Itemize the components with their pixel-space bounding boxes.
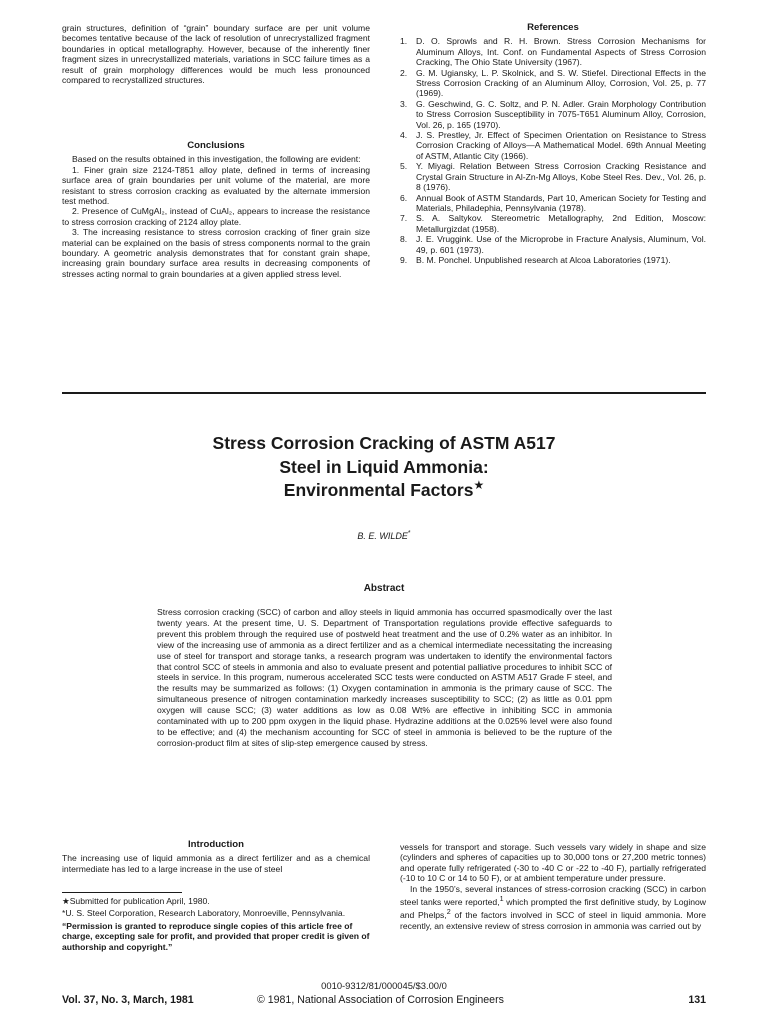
reference-item [400,255,706,265]
reference-text: S. A. Saltykov. Stereometric Metallography, 2nd Edition, Moscow: Metallurgizdat (1958). [416,213,706,234]
reference-text: J. E. Vruggink. Use of the Microprobe in Fracture Analysis, Aluminum, Vol. 49, p. 601 (1973). [416,234,706,255]
volume-info: Vol. 37, No. 3, March, 1981 [62,994,194,1006]
conclusions-section [62,141,370,279]
footnotes [62,892,370,954]
reference-number: 9. [400,254,408,265]
reference-number: 5. [400,161,408,172]
author-name: B. E. WILDE [357,531,408,541]
references-section [400,23,706,265]
title-line-1: Stress Corrosion Cracking of ASTM A517 [212,433,556,453]
conclusion-item-3: 3. The increasing resistance to stress corrosion cracking of finer grain size material can be explained on the basis of stress components normal to the grain boundary. A geometric analysis demonstrates that for constant grain shape, increasing grain boundary surface area results in decreasing components of stresses acting normal to grain boundaries at a given applied stress level. [62,227,370,279]
introduction-text: The increasing use of liquid ammonia as a direct fertilizer and as a chemical intermediate has led to a large increase in the use of steel [62,853,370,874]
reference-number: 1. [400,36,408,47]
page-number: 131 [688,994,706,1006]
reference-number: 2. [400,67,408,78]
reference-item [400,161,706,192]
top-left-paragraph [62,23,370,85]
title-footnote-mark: ★ [473,478,485,493]
footnote-submitted: ★Submitted for publication April, 1980. [62,896,210,906]
reference-text: D. O. Sprowls and R. H. Brown. Stress Corrosion Mechanisms for Aluminum Alloys, Int. Conf. on Fundamental Aspects of Stress Corrosion Cracking, The Ohio State University (1967). [416,36,706,68]
reference-number: 3. [400,98,408,109]
citation-1: 1 [499,895,504,904]
introduction-heading: Introduction [188,839,244,850]
author-byline [200,530,568,541]
title-line-3-text: Environmental Factors [283,480,474,500]
footnote-rule [62,892,182,893]
conclusion-item-1: 1. Finer grain size 2124-T851 alloy plate, defined in terms of increasing surface area of grain boundaries per unit volume of the material, are more resistant to stress corrosion cracking as evaluated by the alternate immersion test method. [62,164,370,207]
issn-code: 0010-9312/81/000045/$3.00/0 [321,980,447,991]
permission-notice: “Permission is granted to reproduce single copies of this article free of charge, excepting sale for profit, and provided that proper credit is given of authorship and copyright.” [62,920,370,952]
author-footnote-mark: * [407,530,411,537]
history-paragraph [400,884,706,931]
reference-item [400,99,706,130]
reference-number: 8. [400,234,408,245]
reference-number: 7. [400,213,408,224]
abstract-heading: Abstract [363,583,405,594]
reference-text: Annual Book of ASTM Standards, Part 10, American Society for Testing and Materials, Philadephia, Pennsylvania (1978). [416,192,706,213]
reference-number: 4. [400,130,408,141]
reference-text: G. Geschwind, G. C. Soltz, and P. N. Adler. Grain Morphology Contribution to Stress Corrosion Susceptibility in 7075-T651 Aluminum Alloy, Corrosion, Vol. 26, p. 165 (1970). [416,98,706,130]
citation-2: 2 [446,908,451,917]
reference-item [400,193,706,214]
conclusions-intro: Based on the results obtained in this investigation, the following are evident: [72,154,361,165]
title-line-2: Steel in Liquid Ammonia: [279,456,489,477]
reference-text: B. M. Ponchel. Unpublished research at Alcoa Laboratories (1971). [416,254,671,265]
reference-text: Y. Miyagi. Relation Between Stress Corrosion Cracking Resistance and Crystal Grain Structure in Al-Zn-Mg Alloys, Kobe Steel Res. Dev., Vol. 26, p. 8 (1976). [416,161,706,193]
section-divider [62,392,706,394]
references-heading: References [527,22,579,33]
abstract-body: Stress corrosion cracking (SCC) of carbon and alloy steels in liquid ammonia has occurred spasmodically over the last twenty years. At the present time, U. S. Department of Transportation regulations provide effective safeguards to prevent this problem through the required use of postweld heat treatment and the use of 0.2% water as an inhibitor. In view of the increasing use of ammonia as a direct fertilizer and as a chemical intermediate necessitating the increasing use of steel for transport and storage tanks, a research program was undertaken to identify the environmental factors that control SCC of steels in ammonia and also to evaluate present and potential palliative procedures to inhibit SCC of steels in service. In this program, numerous accelerated SCC tests were conducted on ASTM A517 Grade F steel, and the results may be summarized as follows: (1) Oxygen contamination in ammonia is the primary cause of SCC. The simultaneous presence of nitrogen contamination markedly increases susceptibility to SCC; (2) as little as 0.01 ppm oxygen will cause SCC; (3) water additions as low as 0.08 Wt% are effective in inhibiting SCC in ammonia contaminated with up to 200 ppm oxygen in the liquid phase. Hydrazine additions at the 0.025% level were also found to be effective; and (4) the mechanism accounting for SCC of steel in ammonia is believed to be the rupture of the corrosion-product film at sites of slip-step emergence caused by stress. [157,607,612,748]
history-text-c: of the factors involved in SCC of steel in liquid ammonia. More recently, an extensive review of stress corrosion in ammonia was carried out by [400,910,707,931]
references-list [400,36,706,265]
conclusions-heading: Conclusions [187,140,245,151]
article-title [140,432,628,503]
reference-number: 6. [400,192,408,203]
page-footer [62,994,706,1008]
history-text-b: which prompted the first definitive study, by Loginow and Phelps, [400,896,706,921]
grain-structure-text: grain structures, definition of “grain” boundary surface are per unit volume becomes tentative because of the lack of resolution of unrecrystallized fragment boundaries in optical metallography. However, because of the inherently finer fragment sizes in unrecrystallized materials, variations in SCC failure times as a result of grain morphology differences would be much less pronounced compared to recrystallized structures. [62,23,370,86]
history-text-a: In the 1950’s, several instances of stress-corrosion cracking (SCC) in carbon steel tanks were reported, [400,883,706,907]
reference-text: G. M. Ugiansky, L. P. Skolnick, and S. W. Stiefel. Directional Effects in the Stress Corrosion Cracking of an Aluminum Alloy, Corrosion, Vol. 25, p. 77 (1969). [416,67,706,99]
vessels-paragraph: vessels for transport and storage. Such vessels vary widely in shape and size (cylinders and spheres of capacities up to 30,000 tons or 27,200 metric tonnes) and operate fully refrigerated (-30 to -40 C or -22 to -40 F), partially refrigerated (-10 to 10 C or 14 to 50 F), or at ambient temperature under pressure. [400,842,706,884]
copyright-notice: © 1981, National Association of Corrosion Engineers [257,994,504,1006]
footnote-affiliation: *U. S. Steel Corporation, Research Laboratory, Monroeville, Pennsylvania. [62,908,346,919]
reference-item [400,130,706,161]
title-line-3 [140,479,628,503]
reference-text: J. S. Prestley, Jr. Effect of Specimen Orientation on Resistance to Stress Corrosion Cracking of Alloys—A Mathematical Model. 69th Annual Meeting of ASTM, Atlantic City (1966). [416,130,706,161]
reference-item [400,234,706,255]
reference-item [400,68,706,99]
conclusion-item-2: 2. Presence of CuMgAl₂, instead of CuAl₂, appears to increase the resistance to stress corrosion cracking of 2124 alloy plate. [62,206,370,227]
reference-item [400,36,706,67]
reference-item [400,213,706,234]
right-column-text [400,842,706,931]
introduction-section [62,840,370,874]
